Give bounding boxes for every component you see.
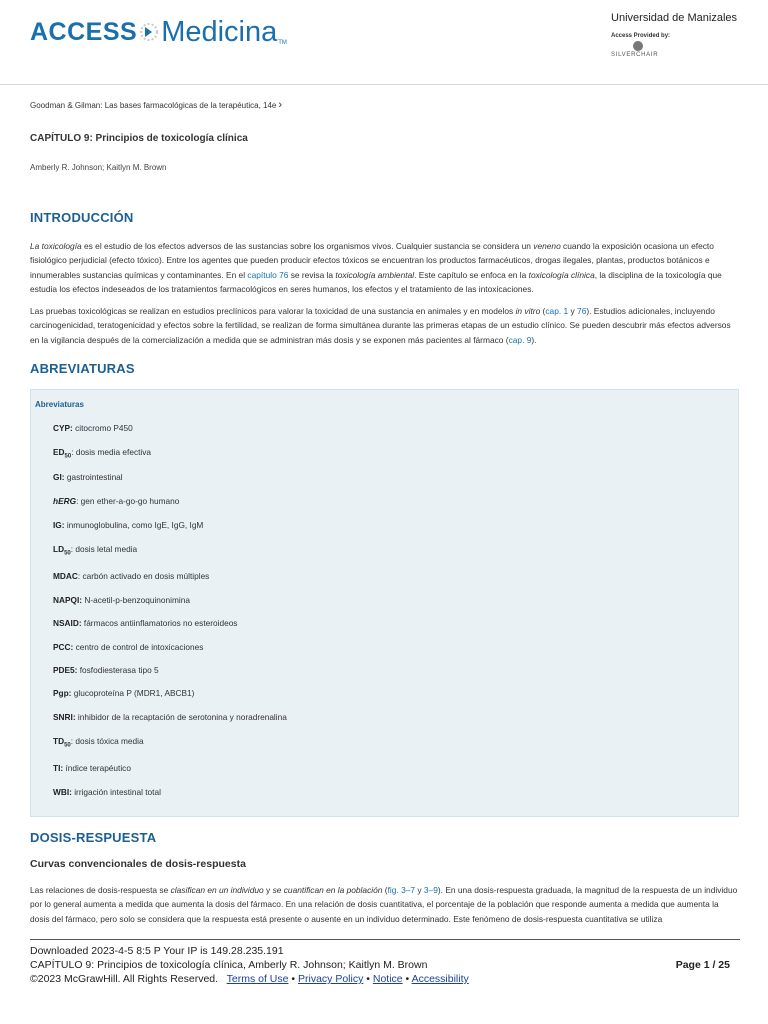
abbreviation-description: fosfodiesterasa tipo 5 — [77, 665, 159, 675]
logo-gear-icon — [138, 21, 160, 43]
text: ). Estudios adicionales, incluyendo carcinogenicidad, teratogenicidad y efectos sobre la fertilidad, se realizan de forma simultánea durante las primeras etapas de un estudio clínico. Se pueden descubrir más efectos adversos en la vigilancia después de la comercialización a medida que se administran más dosis y se exponen más pacientes al fármaco ( — [30, 306, 731, 345]
abbreviation-term: LD — [53, 544, 65, 554]
abbreviation-term: TI: — [53, 763, 64, 773]
accessmedicina-logo[interactable] — [30, 12, 287, 52]
logo-trademark: TM — [278, 40, 287, 46]
abbreviation-description: : carbón activado en dosis múltiples — [77, 571, 210, 581]
abbreviation-term: IG: — [53, 520, 65, 530]
link-cap-76[interactable]: 76 — [577, 306, 587, 316]
abbreviation-description: : dosis tóxica media — [70, 736, 144, 746]
intro-paragraph-2 — [30, 304, 738, 347]
abbreviation-item — [53, 447, 151, 460]
abbreviation-item — [53, 787, 161, 797]
abbreviation-item — [53, 571, 209, 581]
text: y — [415, 885, 424, 895]
provided-label: Access Provided by: — [611, 33, 671, 39]
text: es el estudio de los efectos adversos de las sustancias sobre los organismos vivos. Cualquier sustancia se considera un — [81, 241, 534, 251]
notice-link[interactable]: Notice — [372, 973, 403, 985]
abbreviation-description: citocromo P450 — [72, 423, 133, 433]
terms-of-use-link[interactable]: Terms of Use — [226, 973, 289, 985]
text-italic: toxicología ambiental — [335, 269, 415, 280]
logo-medicina-text: Medicina — [161, 15, 278, 48]
abbreviation-term: NAPQI: — [53, 595, 83, 605]
abbreviation-item — [53, 520, 203, 530]
abbreviation-item — [53, 665, 159, 675]
text-italic: La toxicología — [30, 241, 82, 251]
text: ( — [540, 306, 546, 316]
breadcrumb-book[interactable]: Goodman & Gilman: Las bases farmacológicas de la terapéutica, 14e — [30, 100, 277, 110]
text: ( — [382, 885, 388, 895]
abbreviation-item — [53, 712, 287, 722]
abbreviation-item — [53, 496, 179, 506]
abbreviation-item — [53, 472, 123, 482]
abbreviation-description: gastrointestinal — [64, 472, 123, 482]
abbreviations-box-title: Abreviaturas — [35, 400, 84, 409]
abbreviation-description: inhibidor de la recaptación de serotonina y noradrenalina — [75, 712, 287, 722]
text: Las pruebas toxicológicas se realizan en estudios preclínicos para valorar la toxicidad de una sustancia en animales y en modelos — [30, 306, 516, 316]
copyright: ©2023 McGrawHill. All Rights Reserved. — [30, 973, 219, 985]
text: y — [568, 306, 578, 316]
abbreviation-term: hERG — [53, 496, 77, 506]
provider-name: SILVERCHAIR — [611, 52, 659, 58]
text-italic: toxicología clínica — [528, 269, 595, 280]
page-number: Page 1 / 25 — [675, 959, 730, 971]
abbreviation-term: TD — [53, 736, 65, 746]
accessibility-link[interactable]: Accessibility — [411, 973, 469, 985]
heading-abreviaturas: ABREVIATURAS — [30, 361, 135, 376]
abbreviation-term: MDAC — [53, 571, 78, 581]
abbreviation-subscript: 50 — [64, 742, 71, 749]
abbreviation-term: ED — [53, 447, 65, 457]
authors: Amberly R. Johnson; Kaitlyn M. Brown — [30, 163, 167, 172]
abbreviation-item — [53, 595, 190, 605]
text: ). En una dosis-respuesta graduada, la magnitud de la respuesta de un individuo por lo general aumenta a medida que aumenta la dosis del fármaco. En una relación de dosis cuantitativa, el porcentaje de la población que responde aumenta a medida que aumenta la dosis del fármaco, pero solo se considera que la respuesta está presente o ausente en un individuo determinado. Este fenómeno de dosis-respuesta cuantitativa se utiliza — [30, 885, 738, 924]
text: Las relaciones de dosis-respuesta se — [30, 885, 171, 895]
link-capitulo-76[interactable]: capítulo 76 — [247, 269, 289, 280]
abbreviation-description: inmunoglobulina, como IgE, IgG, IgM — [64, 520, 204, 530]
logo-access-text: ACCESS — [30, 17, 138, 46]
abbreviation-description: índice terapéutico — [63, 763, 131, 773]
heading-dosis-respuesta: DOSIS-RESPUESTA — [30, 830, 157, 845]
abbreviation-term: PDE5: — [53, 665, 78, 675]
abbreviation-item — [53, 736, 144, 749]
subheading-curvas: Curvas convencionales de dosis-respuesta — [30, 858, 246, 870]
abbreviation-subscript: 50 — [64, 550, 71, 557]
abbreviation-description: : dosis letal media — [70, 544, 138, 554]
silverchair-mark-icon — [633, 41, 643, 51]
abbreviation-description: fármacos antiinflamatorios no esteroideos — [81, 618, 238, 628]
abbreviation-term: SNRI: — [53, 712, 76, 722]
footer-legal: ©2023 McGrawHill. All Rights Reserved. Terms of Use • Privacy Policy • Notice • Accessibility — [30, 973, 469, 985]
abbreviation-item — [53, 618, 237, 628]
institution-name: Universidad de Manizales — [611, 12, 737, 24]
text-italic: veneno — [533, 241, 561, 251]
breadcrumb[interactable] — [30, 99, 282, 111]
link-fig-3-9[interactable]: 3–9 — [423, 885, 438, 895]
abbreviation-subscript: 50 — [64, 453, 72, 460]
abbreviation-item — [53, 544, 137, 557]
abbreviations-box — [30, 389, 739, 817]
site-header — [0, 0, 768, 85]
abbreviation-item — [53, 763, 131, 773]
heading-introduccion: INTRODUCCIÓN — [30, 210, 134, 225]
privacy-policy-link[interactable]: Privacy Policy — [298, 973, 364, 985]
abbreviation-term: CYP: — [53, 423, 73, 433]
chapter-title: CAPÍTULO 9: Principios de toxicología clínica — [30, 133, 248, 144]
link-fig-3-7[interactable]: fig. 3–7 — [387, 885, 416, 895]
footer-divider — [30, 939, 740, 940]
text-italic: clasifican en un individuo — [170, 885, 264, 895]
link-cap-1[interactable]: cap. 1 — [545, 306, 569, 316]
link-cap-9[interactable]: cap. 9 — [508, 334, 532, 345]
text: . Este capítulo se enfoca en la — [414, 269, 529, 280]
abbreviation-description: glucoproteína P (MDR1, ABCB1) — [71, 688, 195, 698]
footer-citation: CAPÍTULO 9: Principios de toxicología clínica, Amberly R. Johnson; Kaitlyn M. Brown — [30, 959, 428, 971]
abbreviation-term: GI: — [53, 472, 65, 482]
page-footer — [30, 944, 469, 986]
abbreviation-description: N-acetil-p-benzoquinonimina — [82, 595, 190, 605]
abbreviation-term: Pgp: — [53, 688, 72, 698]
text: ). — [531, 334, 537, 345]
abbreviation-item — [53, 688, 194, 698]
abbreviation-term: NSAID: — [53, 618, 82, 628]
download-info: Downloaded 2023-4-5 8:5 P Your IP is 149.28.235.191 — [30, 945, 284, 957]
text: cuando la exposición ocasiona un efecto fisiológico perjudicial (efecto tóxico). Entre los agentes que pueden producir efectos tóxicos se encuentran los productos farmacéuticos, drogas ilegales, plantas, productos botánicos e innumerables sustancias químicas y contaminantes. En el — [30, 241, 714, 280]
abbreviation-description: irrigación intestinal total — [71, 787, 161, 797]
abbreviation-item — [53, 642, 203, 652]
text: se revisa la — [288, 269, 336, 280]
abbreviation-description: : gen ether-a-go-go humano — [76, 496, 180, 506]
text-italic: se cuantifican en la población — [272, 885, 383, 895]
access-provided-by — [611, 33, 681, 58]
chevron-right-icon: › — [278, 99, 283, 111]
text: , la disciplina de la toxicología que estudia los efectos indeseados de los tratamientos farmacológicos en seres humanos, los efectos y el tratamiento de las intoxicaciones. — [30, 269, 722, 294]
abbreviation-item — [53, 423, 133, 433]
text-italic: in vitro — [515, 306, 541, 316]
abbreviation-description: centro de control de intoxicaciones — [73, 642, 204, 652]
abbreviation-description: : dosis media efectiva — [71, 447, 151, 457]
intro-paragraph-1 — [30, 239, 738, 296]
abbreviation-term: PCC: — [53, 642, 74, 652]
dosis-paragraph-1 — [30, 883, 738, 926]
text: y — [263, 885, 273, 895]
abbreviation-term: WBI: — [53, 787, 72, 797]
